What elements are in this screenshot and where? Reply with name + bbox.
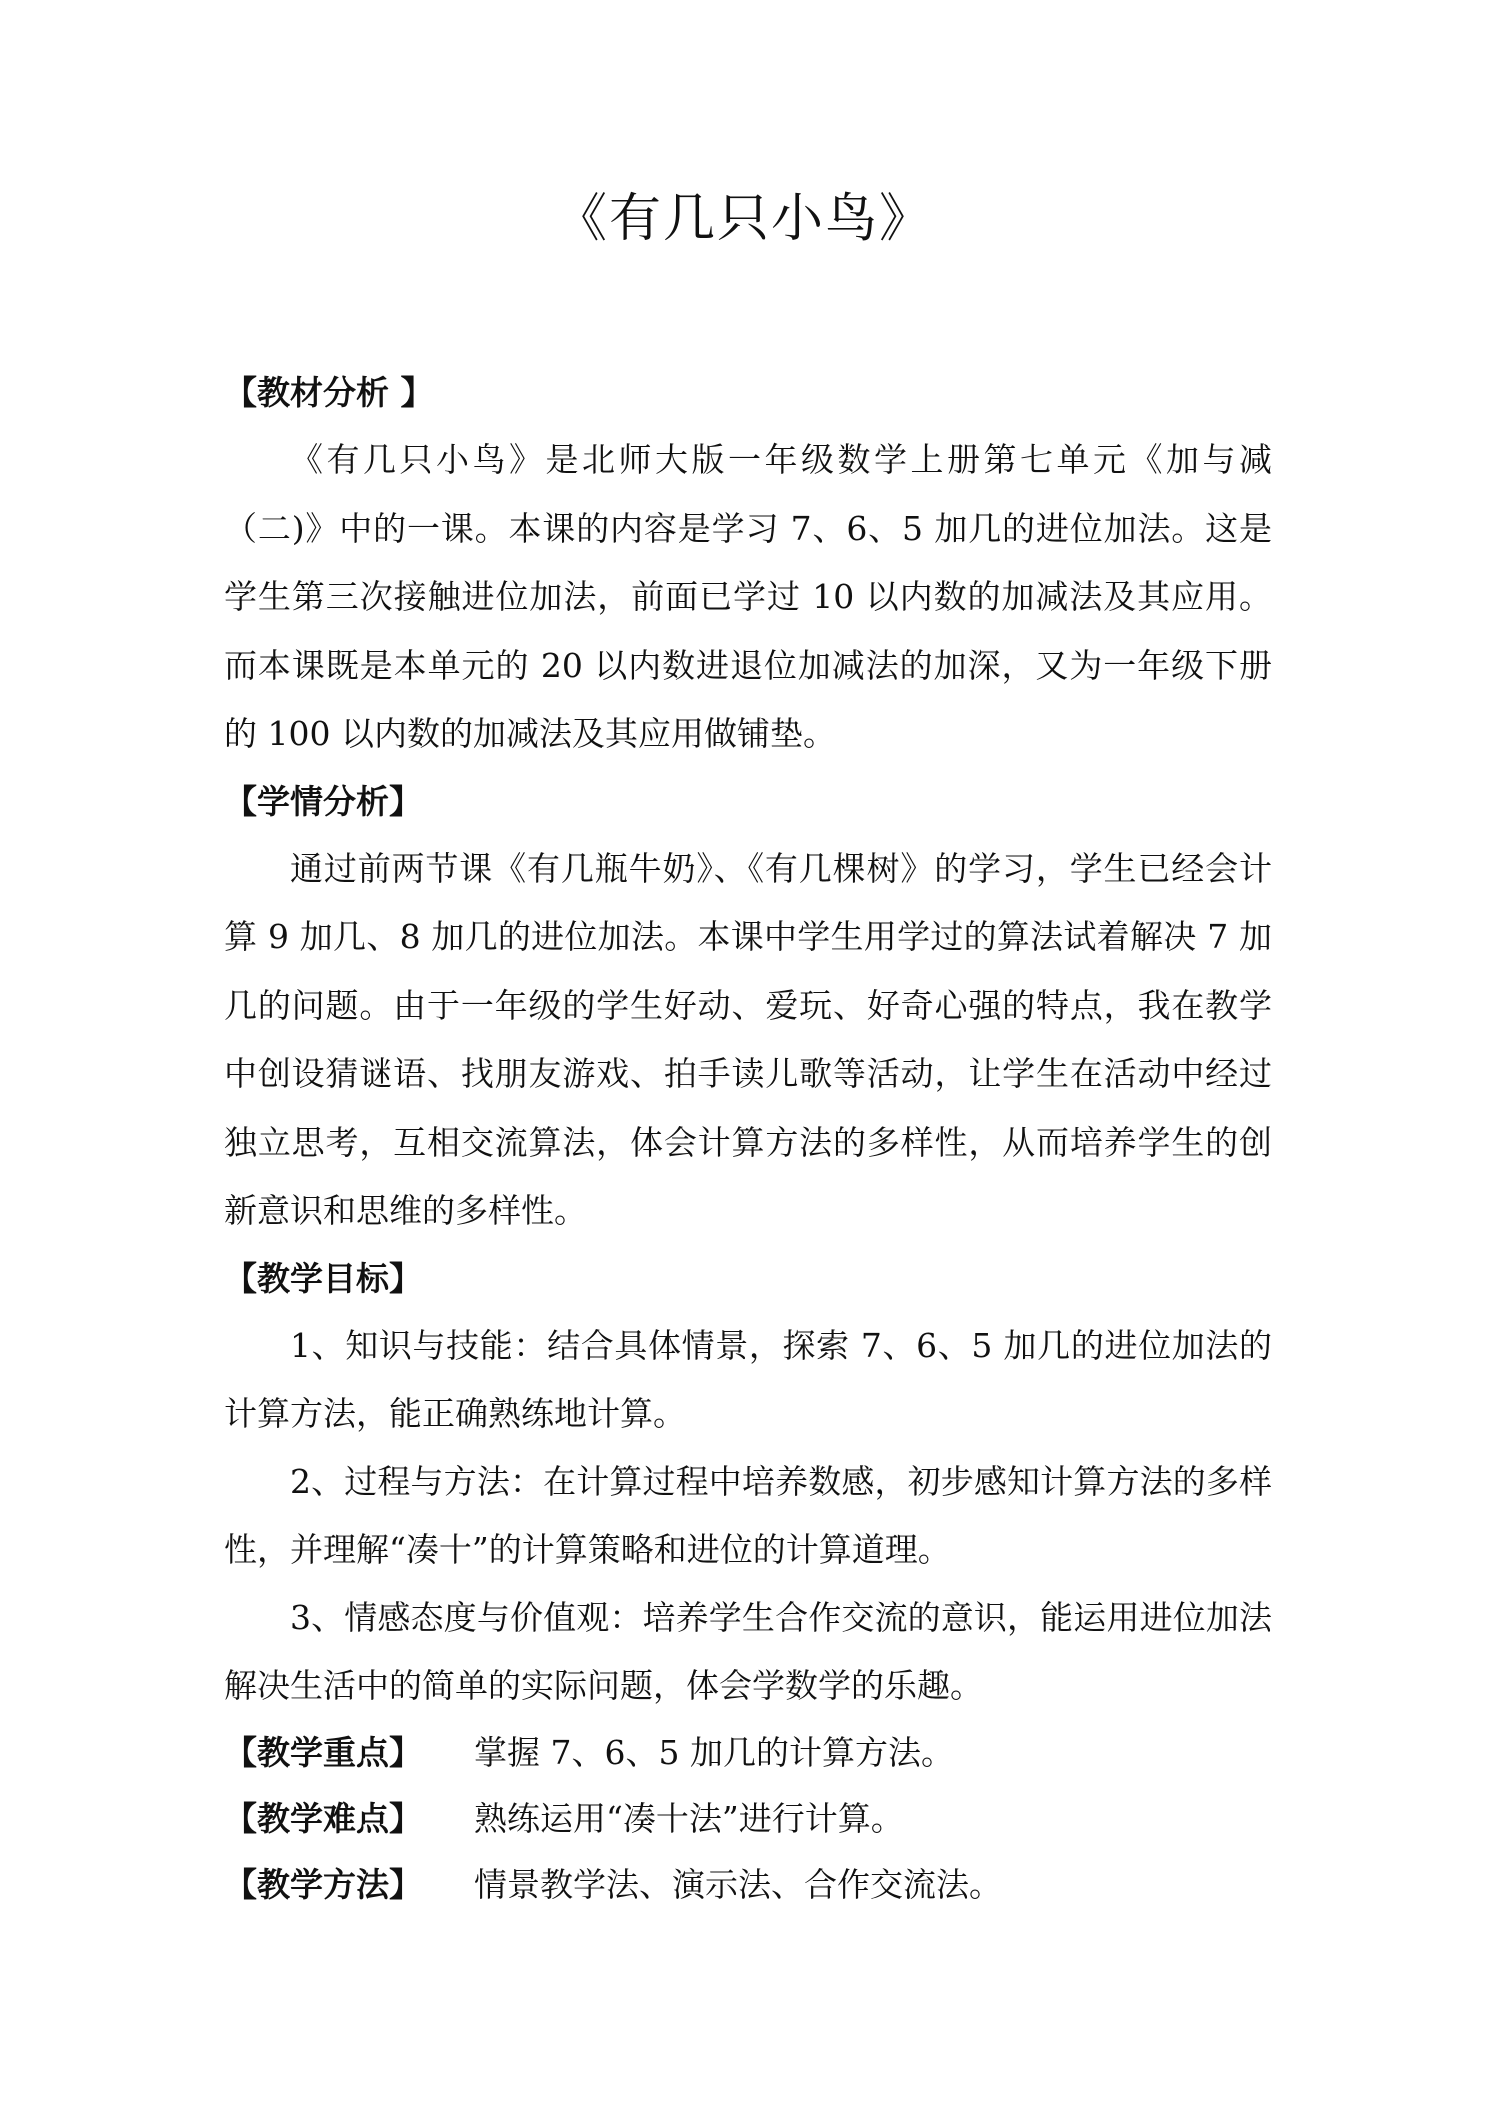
document-body bbox=[224, 360, 1272, 1918]
teaching-goal-item: 1、知识与技能：结合具体情景，探索 7、6、5 加几的进位加法的计算方法，能正确熟练地计算。 bbox=[224, 1325, 1272, 1433]
teaching-goals-heading: 【教学目标】 bbox=[224, 1258, 422, 1298]
key-point-row bbox=[224, 1720, 1272, 1786]
page-title: 《有几只小鸟》 bbox=[554, 189, 933, 249]
teaching-method-text: 情景教学法、演示法、合作交流法。 bbox=[474, 1864, 1002, 1904]
student-analysis-text: 通过前两节课《有几瓶牛奶》、《有几棵树》的学习，学生已经会计算 9 加几、8 加几的进位加法。本课中学生用学过的算法试着解决 7 加几的问题。由于一年级的学生好动、爱玩、好奇心强的特点，我在教学中创设猜谜语、找朋友游戏、拍手读儿歌等活动，让学生在活动中经过独立思考，互相交流算法，体会计算方法的多样性，从而培养学生的创新意识和思维的多样性。 bbox=[224, 848, 1272, 1230]
difficulty-heading: 【教学难点】 bbox=[224, 1798, 422, 1838]
difficulty-text: 熟练运用“凑十法”进行计算。 bbox=[474, 1798, 904, 1838]
teaching-method-heading: 【教学方法】 bbox=[224, 1864, 422, 1904]
student-analysis-heading: 【学情分析】 bbox=[224, 781, 422, 821]
teaching-method-row bbox=[224, 1852, 1272, 1918]
key-point-text: 掌握 7、6、5 加几的计算方法。 bbox=[474, 1732, 954, 1772]
teaching-goal-item: 2、过程与方法：在计算过程中培养数感，初步感知计算方法的多样性，并理解“凑十”的计算策略和进位的计算道理。 bbox=[224, 1461, 1272, 1569]
material-analysis-heading: 【教材分析 】 bbox=[224, 373, 434, 412]
difficulty-row bbox=[224, 1786, 1272, 1852]
key-point-heading: 【教学重点】 bbox=[224, 1732, 422, 1772]
teaching-goal-item: 3、情感态度与价值观：培养学生合作交流的意识，能运用进位加法解决生活中的简单的实际问题，体会学数学的乐趣。 bbox=[224, 1597, 1272, 1705]
material-analysis-text: 《有几只小鸟》是北师大版一年级数学上册第七单元《加与减（二)》中的一课。本课的内容是学习 7、6、5 加几的进位加法。这是学生第三次接触进位加法，前面已学过 10 以内数的加减法及其应用。而本课既是本单元的 20 以内数进退位加减法的加深，又为一年级下册的 100 以内数的加减法及其应用做铺垫。 bbox=[224, 440, 1272, 753]
